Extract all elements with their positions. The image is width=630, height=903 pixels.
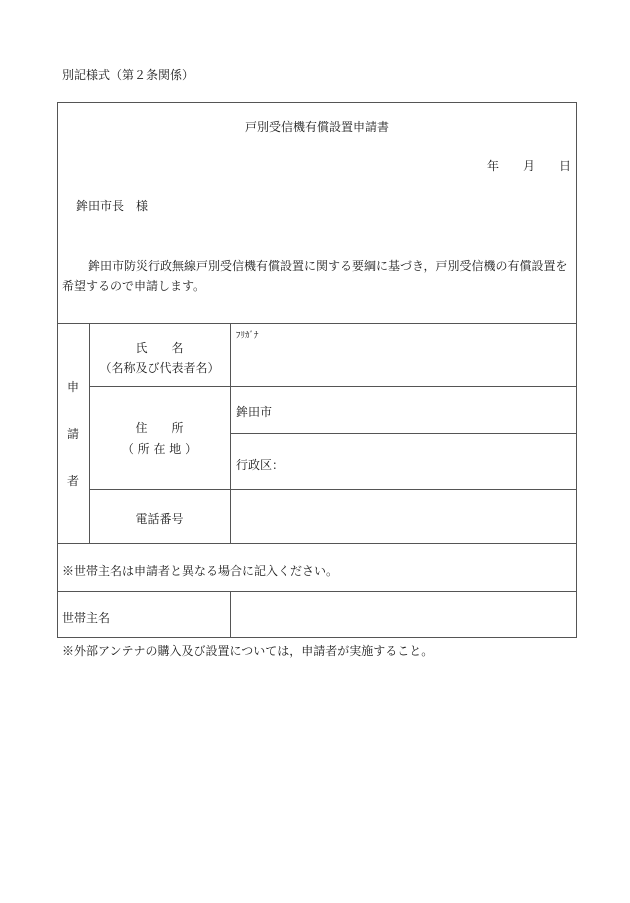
footer-note: ※外部アンテナの購入及び設置については，申請者が実施すること。 <box>62 644 434 658</box>
address-field[interactable] <box>280 390 576 432</box>
household-label: 世帯主名 <box>62 611 111 625</box>
address-row-divider <box>230 433 577 434</box>
address-sublabel: （ 所 在 地 ） <box>121 442 198 456</box>
district-field[interactable] <box>290 437 576 488</box>
form-title: 戸別受信機有償設置申請書 <box>244 120 389 134</box>
name-sublabel: （名称及び代表者名） <box>99 361 220 375</box>
phone-label: 電話番号 <box>135 512 184 526</box>
table-top-border <box>57 323 577 324</box>
address-label: 住 所 <box>135 421 184 435</box>
applicant-label-char-3: 者 <box>66 474 79 488</box>
district-label: 行政区： <box>236 458 285 472</box>
address-prefix: 鉾田市 <box>236 405 273 419</box>
addressee: 鉾田市長 様 <box>76 199 149 213</box>
name-field[interactable] <box>231 340 576 385</box>
household-field[interactable] <box>231 592 576 637</box>
name-label: 氏 名 <box>135 341 184 355</box>
name-row-divider <box>89 386 577 387</box>
date-month-label: 月 <box>523 159 536 173</box>
date-day-label: 日 <box>559 159 572 173</box>
date-year-label: 年 <box>487 159 500 173</box>
household-note: ※世帯主名は申請者と異なる場合に記入ください。 <box>62 564 339 578</box>
body-line-2: 希望するので申請します。 <box>62 279 206 293</box>
phone-field[interactable] <box>231 490 576 542</box>
form-label: 別記様式（第２条関係） <box>62 68 195 82</box>
applicant-label-char-1: 申 <box>66 380 79 394</box>
applicant-section-bottom <box>57 543 577 544</box>
applicant-label-char-2: 請 <box>66 427 79 441</box>
body-line-1: 鉾田市防災行政無線戸別受信機有償設置に関する要綱に基づき，戸別受信機の有償設置を <box>88 259 568 273</box>
furigana-label: ﾌﾘｶﾞﾅ <box>236 331 259 341</box>
